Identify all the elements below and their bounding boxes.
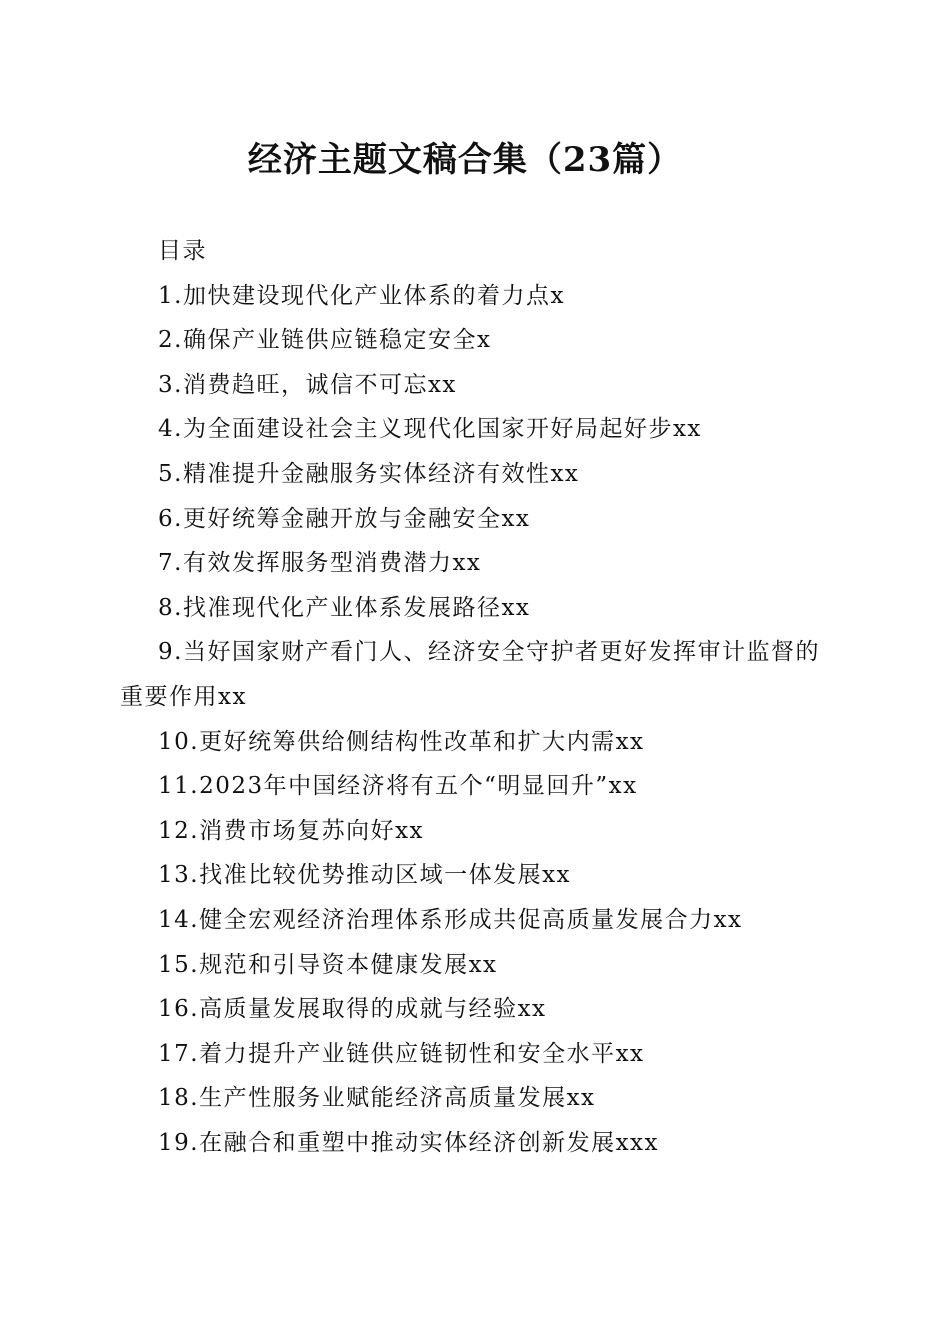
toc-heading: 目录	[158, 238, 207, 264]
document-title: 经济主题文稿合集（23篇）	[247, 140, 683, 180]
table-of-contents	[120, 229, 840, 1165]
toc-item: 16.高质量发展取得的成就与经验xx	[158, 996, 547, 1023]
toc-item: 3.消费趋旺，诚信不可忘xx	[158, 371, 457, 398]
toc-item: 13.找准比较优势推动区域一体发展xx	[158, 862, 572, 889]
toc-list	[120, 274, 840, 1166]
toc-item: 12.消费市场复苏向好xx	[158, 817, 425, 844]
toc-item: 6.更好统筹金融开放与金融安全xx	[158, 505, 531, 532]
toc-item: 2.确保产业链供应链稳定安全x	[158, 327, 492, 354]
toc-item: 10.更好统筹供给侧结构性改革和扩大内需xx	[158, 728, 645, 755]
toc-item: 11.2023年中国经济将有五个“明显回升”xx	[158, 773, 638, 800]
toc-item: 15.规范和引导资本健康发展xx	[158, 951, 498, 978]
toc-item: 5.精准提升金融服务实体经济有效性xx	[158, 460, 580, 487]
toc-item: 1.加快建设现代化产业体系的着力点x	[158, 282, 565, 309]
toc-item: 9.当好国家财产看门人、经济安全守护者更好发挥审计监督的重要作用xx	[120, 639, 820, 710]
toc-item: 4.为全面建设社会主义现代化国家开好局起好步xx	[158, 416, 702, 443]
toc-item: 19.在融合和重塑中推动实体经济创新发展xxx	[158, 1129, 659, 1156]
toc-item: 7.有效发挥服务型消费潜力xx	[158, 550, 482, 577]
toc-item: 14.健全宏观经济治理体系形成共促高质量发展合力xx	[158, 906, 743, 933]
toc-item: 8.找准现代化产业体系发展路径xx	[158, 594, 531, 621]
toc-item: 17.着力提升产业链供应链韧性和安全水平xx	[158, 1040, 645, 1067]
toc-item: 18.生产性服务业赋能经济高质量发展xx	[158, 1085, 596, 1112]
